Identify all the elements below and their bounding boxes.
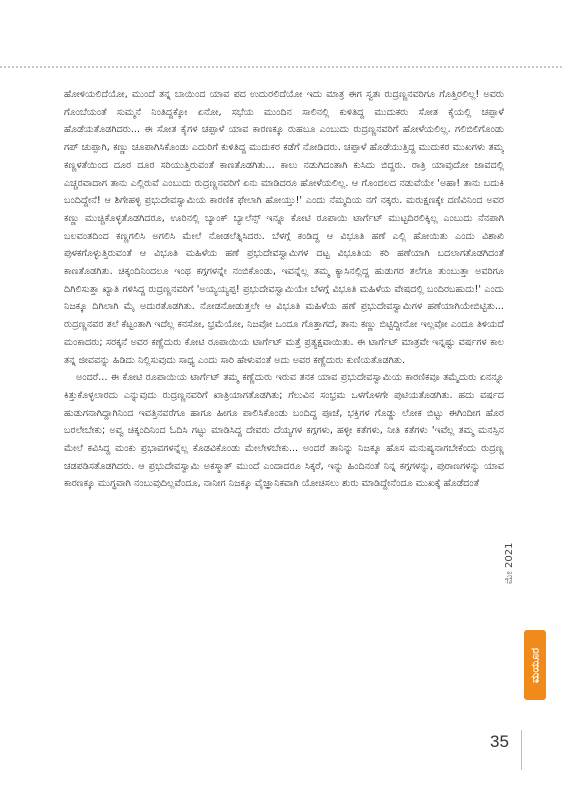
page-number: 35 (490, 732, 509, 751)
issue-date (504, 518, 515, 584)
article-body (64, 86, 504, 706)
article-paragraph-1: ಹೋಳಿಯಲಿದೆಯೋ, ಮುಂದೆ ತನ್ನ ಬಾಯಿಂದ ಯಾವ ಪದ ಉದುರಲಿದೆಯೋ ಇದು ಮಾತ್ರ ಈಗ ಸ್ವತಃ ರುದ್ರಣ್ಣನವರಿಗೂ ಗೊತ್ತಿರಲಿಲ್ಲ! ಅವರು ಗೊಂಬೆಯಂತೆ ಸುಮ್ಮನೆ ನಿಂತಿದ್ದಕ್ಕೋ ಏನೋ, ಸಭೆಯ ಮುಂದಿನ ಸಾಲಿನಲ್ಲಿ ಕುಳಿತಿದ್ದ ಮುದುಕರು ಸೋತ ಕೈಯಲ್ಲಿ ಚಪ್ಪಾಳೆ ಹೊಡೆಯತೊಡಗಿದರು... ಈ ಸೋತ ಕೈಗಳ ಚಪ್ಪಾಳೆ ಯಾವ ಕಾರಣಕ್ಕೂ ರುಹಬೂ ಎಂಬುದು ರುದ್ರಣ್ಣನವರಿಗೆ ಹೋಳೆಯಲಿಲ್ಲ. ಗಲಿಬಿಲಿಗೊಂಡು ಗಪ್ ಚುಪ್ಪಾಗಿ, ಕಣ್ಣು ಚೂಪಾಗಿಸಿಕೊಂಡು ಎದುರಿಗೆ ಕುಳಿತಿದ್ದ ಮುದುಕರ ಕಡೆಗೆ ನೋಡಿದರು. ಚಪ್ಪಾಳೆ ಹೊಡೆಯುತ್ತಿದ್ದ ಮುದುಕರ ಮುಖಗಳು ತಮ್ಮ ಕಣ್ಣಳತೆಯಿಂದ ದೂರ ದೂರ ಸರಿಯುತ್ತಿರುವಂತೆ ಕಾಣತೊಡಗಿತು... ಕಾಲು ನಡುಗಿದಂತಾಗಿ ಕುಸಿದು ಬಿದ್ದರು. ರಾತ್ರಿ ಯಾವುದೋ ಜಾವದಲ್ಲಿ ಎಚ್ಚರವಾದಾಗ ತಾನು ಎಲ್ಲಿರುವೆ ಎಂಬುದು ರುದ್ರಣ್ಣನವರಿಗೆ ಏನು ಮಾಡಿದರೂ ಹೋಳೆಯಲಿಲ್ಲ. ಆ ಗೊಂದಲದ ನಡುವೆಯೇ 'ಅಹಾ! ತಾನು ಬದುಕಿ ಬಂದಿದ್ದೇನೆ! ಆ ಶಿಗೇಹಳ್ಳಿ ಪ್ರಭುದೇವಸ್ವಾಮಿಯ ಕಾರಣಿಕ ಫೇಲಾಗಿ ಹೋಯ್ತು!' ಎಂದು ನೆಮ್ಮದಿಯ ನಗೆ ನಕ್ಕರು. ಮರುಕ್ಷಣಕ್ಕೇ ದಣಿವಿನಿಂದ ಅವರ ಕಣ್ಣು ಮುಚ್ಚಿಕೊಳ್ಳತೊಡಗಿದರೂ, ಊರಿನಲ್ಲಿ ಬ್ಯಾಂಕ್ ಬ್ಯಾಲೆನ್ಸ್ ಇನ್ನೂ ಕೋಟಿ ರೂಪಾಯಿ ಟಾರ್ಗೆಟ್ ಮುಟ್ಟದಿರಲಿಕ್ಕಿಲ್ಲ ಎಂಬುದು ನೆನಪಾಗಿ ಬಲವಂತದಿಂದ ಕಣ್ಣಗಲಿಸಿ ಅಗಲಿಸಿ ಮೇಲೆ ನೋಡಲೆತ್ನಿಸಿದರು. ಬೆಳಗ್ಗೆ ಕಂಡಿದ್ದ ಆ ವಿಭೂತಿ ಹಣೆ ಎಲ್ಲಿ ಹೋಯಿತು ಎಂದು ವಿಶಾಖಿ ಪುಳಕಗೊಳ್ಳುತ್ತಿರುವಂತೆ ಆ ವಿಭೂತಿ ಮಹಿಳೆಯ ಹಣೆ ಪ್ರಭುದೇವಸ್ವಾಮಿಗಳ ದಟ್ಟ ವಿಭೂತಿಯ ಕರಿ ಹಣೆಯಾಗಿ ಬದಲಾಗತೊಡಗಿದಂತೆ ಕಾಣತೊಡಗಿತು. ಚಿಕ್ಕಂದಿನಿಂದಲೂ ಇಂಥ ಕಗ್ಗಗಳನ್ನೇ ನಂಬಿಕೊಂಡು, ಇವನ್ನೆಲ್ಲ ತಮ್ಮ ಕ್ಯಾಸಿನಲ್ಲಿದ್ದ ಹುಡುಗರ ತಲೆಗೂ ತುಂಬುತ್ತಾ ಅವರಿಗೂ ದಿಗಿಲಿಸುತ್ತಾ ಖ್ಯಾತಿ ಗಳಿಸಿದ್ದ ರುದ್ರಣ್ಣನವರಿಗೆ 'ಅಯ್ಯಯ್ಯಪ್ಪ! ಪ್ರಭುದೇವಸ್ವಾಮಿಯೇ ಬೆಳಗ್ಗೆ ವಿಭೂತಿ ಮಹಿಳೆಯ ವೇಷದಲ್ಲಿ ಬಂದಿರಬಹುದು!' ಎಂದು ನಿಜಕ್ಕೂ ದಿಗಿಲಾಗಿ ಮೈ ಅದುರತೊಡಗಿತು. ನೋಡನೋಡುತ್ತಲೇ ಆ ವಿಭೂತಿ ಮಹಿಳೆಯ ಹಣೆ ಪ್ರಭುದೇವಸ್ವಾಮಿಗಳ ಹಣೆಯಾಗಿಯೇಬಿಟ್ಟಿತು... ರುದ್ರಣ್ಣನವರ ತಲೆ ಕೆಟ್ಟಂತಾಗಿ ಇದೆಲ್ಲ ಕನಸೋ, ಭ್ರಮೆಯೋ, ನಿಜವೋ ಒಂದೂ ಗೊತ್ತಾಗದೆ, ತಾನು ಕಣ್ಣು ಬಿಟ್ಟಿದ್ದೀನೋ ಇಲ್ಲವೋ ಎಂದೂ ತಿಳಿಯದೆ ಮಂಕಾದರು; ಸರಕ್ಕನೆ ಅವರ ಕಣ್ಣೆದುರು ಕೋಟಿ ರೂಪಾಯಿಯ ಟಾರ್ಗೆಟ್ ಮತ್ತೆ ಪ್ರತ್ಯಕ್ಷವಾಯಿತು. ಈ ಟಾರ್ಗೆಟ್ ಮಾತ್ರವೇ ಇನ್ನಷ್ಟು ವರ್ಷಗಳ ಕಾಲ ತನ್ನ ಜೀವವನ್ನು ಹಿಡಿದು ನಿಲ್ಲಿಸುವುದು ಸಾಧ್ಯ ಎಂದು ಸಾರಿ ಹೇಳುವಂತೆ ಅದು ಅವರ ಕಣ್ಣೆದುರು ಕುಣಿಯತೊಡಗಿತು. (64, 89, 504, 366)
issue-year: 2021 (504, 542, 515, 569)
magazine-logo: ಮಯೂರ (524, 630, 546, 700)
article-paragraph-2: ಅಂದರೆ... ಈ ಕೋಟಿ ರೂಪಾಯಿಯ ಟಾರ್ಗೆಟ್ ತಮ್ಮ ಕಣ್ಣೆದುರು ಇರುವ ತನಕ ಯಾವ ಪ್ರಭುದೇವಸ್ವಾಮಿಯ ಕಾರಣಿಕವೂ ತಮ್ಮೆದುರು ಏನನ್ನೂ ಕಿತ್ತುಕೊಳ್ಳಲಾರದು ಎನ್ನುವುದು ರುದ್ರಣ್ಣನವರಿಗೆ ಖಾತ್ರಿಯಾಗತೊಡಗಿತು; ಗೆಲುವಿನ ಸಂಭ್ರಮ ಒಳಗೊಳಗೇ ಪುಟಿಯತೊಡಗಿತು. ಹದು ವರ್ಷದ ಹುಡುಗನಾಗಿದ್ದಾಗಿನಿಂದ ಇವತ್ತಿನವರೆಗೂ ಹಾಗೂ ಹೀಗೂ ಪಾಲಿಸಿಕೊಂಡು ಬಂದಿದ್ದ ಪೂಜೆ, ಭಕ್ತಿಗಳ ಗೊಡ್ಡು ಲೋಕ ಬಿಟ್ಟು ಈಗಿಂದೀಗ ಹೊರ ಬರಲೇಬೇಕು; ಅವ್ವ ಚಿಕ್ಕಂದಿನಿಂದ ಓದಿಸಿ ಗಟ್ಟು ಮಾಡಿಸಿದ್ದ ದೇವರು ದೆಯ್ಯಗಳ ಕಗ್ಗಗಳು, ಹಳ್ಳೀ ಕತೆಗಳು, ನೀತಿ ಕತೆಗಳು 'ಇವೆಲ್ಲ ತಮ್ಮ ಮನಸ್ಸಿನ ಮೇಲೆ ಕವಿಸಿದ್ದ ಮಂಕು ಪ್ರಭಾವಗಳನ್ನೆಲ್ಲ ಕೊಡವಿಕೊಂಡು ಮೇಲೇಳಬೇಕು... ಅಂದರೆ ತಾನಿನ್ನು ನಿಜಕ್ಕೂ ಹೊಸ ಮನುಷ್ಯನಾಗಬೇಕೆಂದು ರುದ್ರಣ್ಣ ಚಡಪಡಿಸತೊಡಗಿದರು. ಆ ಪ್ರಭುದೇವಸ್ವಾಮಿ ಅಕಸ್ಮಾತ್ ಮುಂದೆ ಎಂದಾದರೂ ಸಿಕ್ಕರೆ, ಇನ್ನು ಹಿಂದಿನಂತೆ ನಿನ್ನ ಕಗ್ಗಗಳನ್ನು, ಪುರಾಣಗಳನ್ನು ಯಾವ ಕಾರಣಕ್ಕೂ ಮುಗ್ಧವಾಗಿ ನಂಬುವುದಿಲ್ಲವೆಂದೂ, ನಾನೀಗ ನಿಜಕ್ಕೂ ವೈಜ್ಞಾನಿಕವಾಗಿ ಯೋಚಿಸಲು ಶುರು ಮಾಡಿದ್ದೇನೆಂದೂ ಮುಖಕ್ಕೆ ಹೊಡೆದಂತೆ (64, 372, 504, 490)
issue-month: ಮೇ (504, 571, 515, 584)
page-number-divider (521, 730, 522, 770)
top-dotted-divider (0, 66, 562, 68)
